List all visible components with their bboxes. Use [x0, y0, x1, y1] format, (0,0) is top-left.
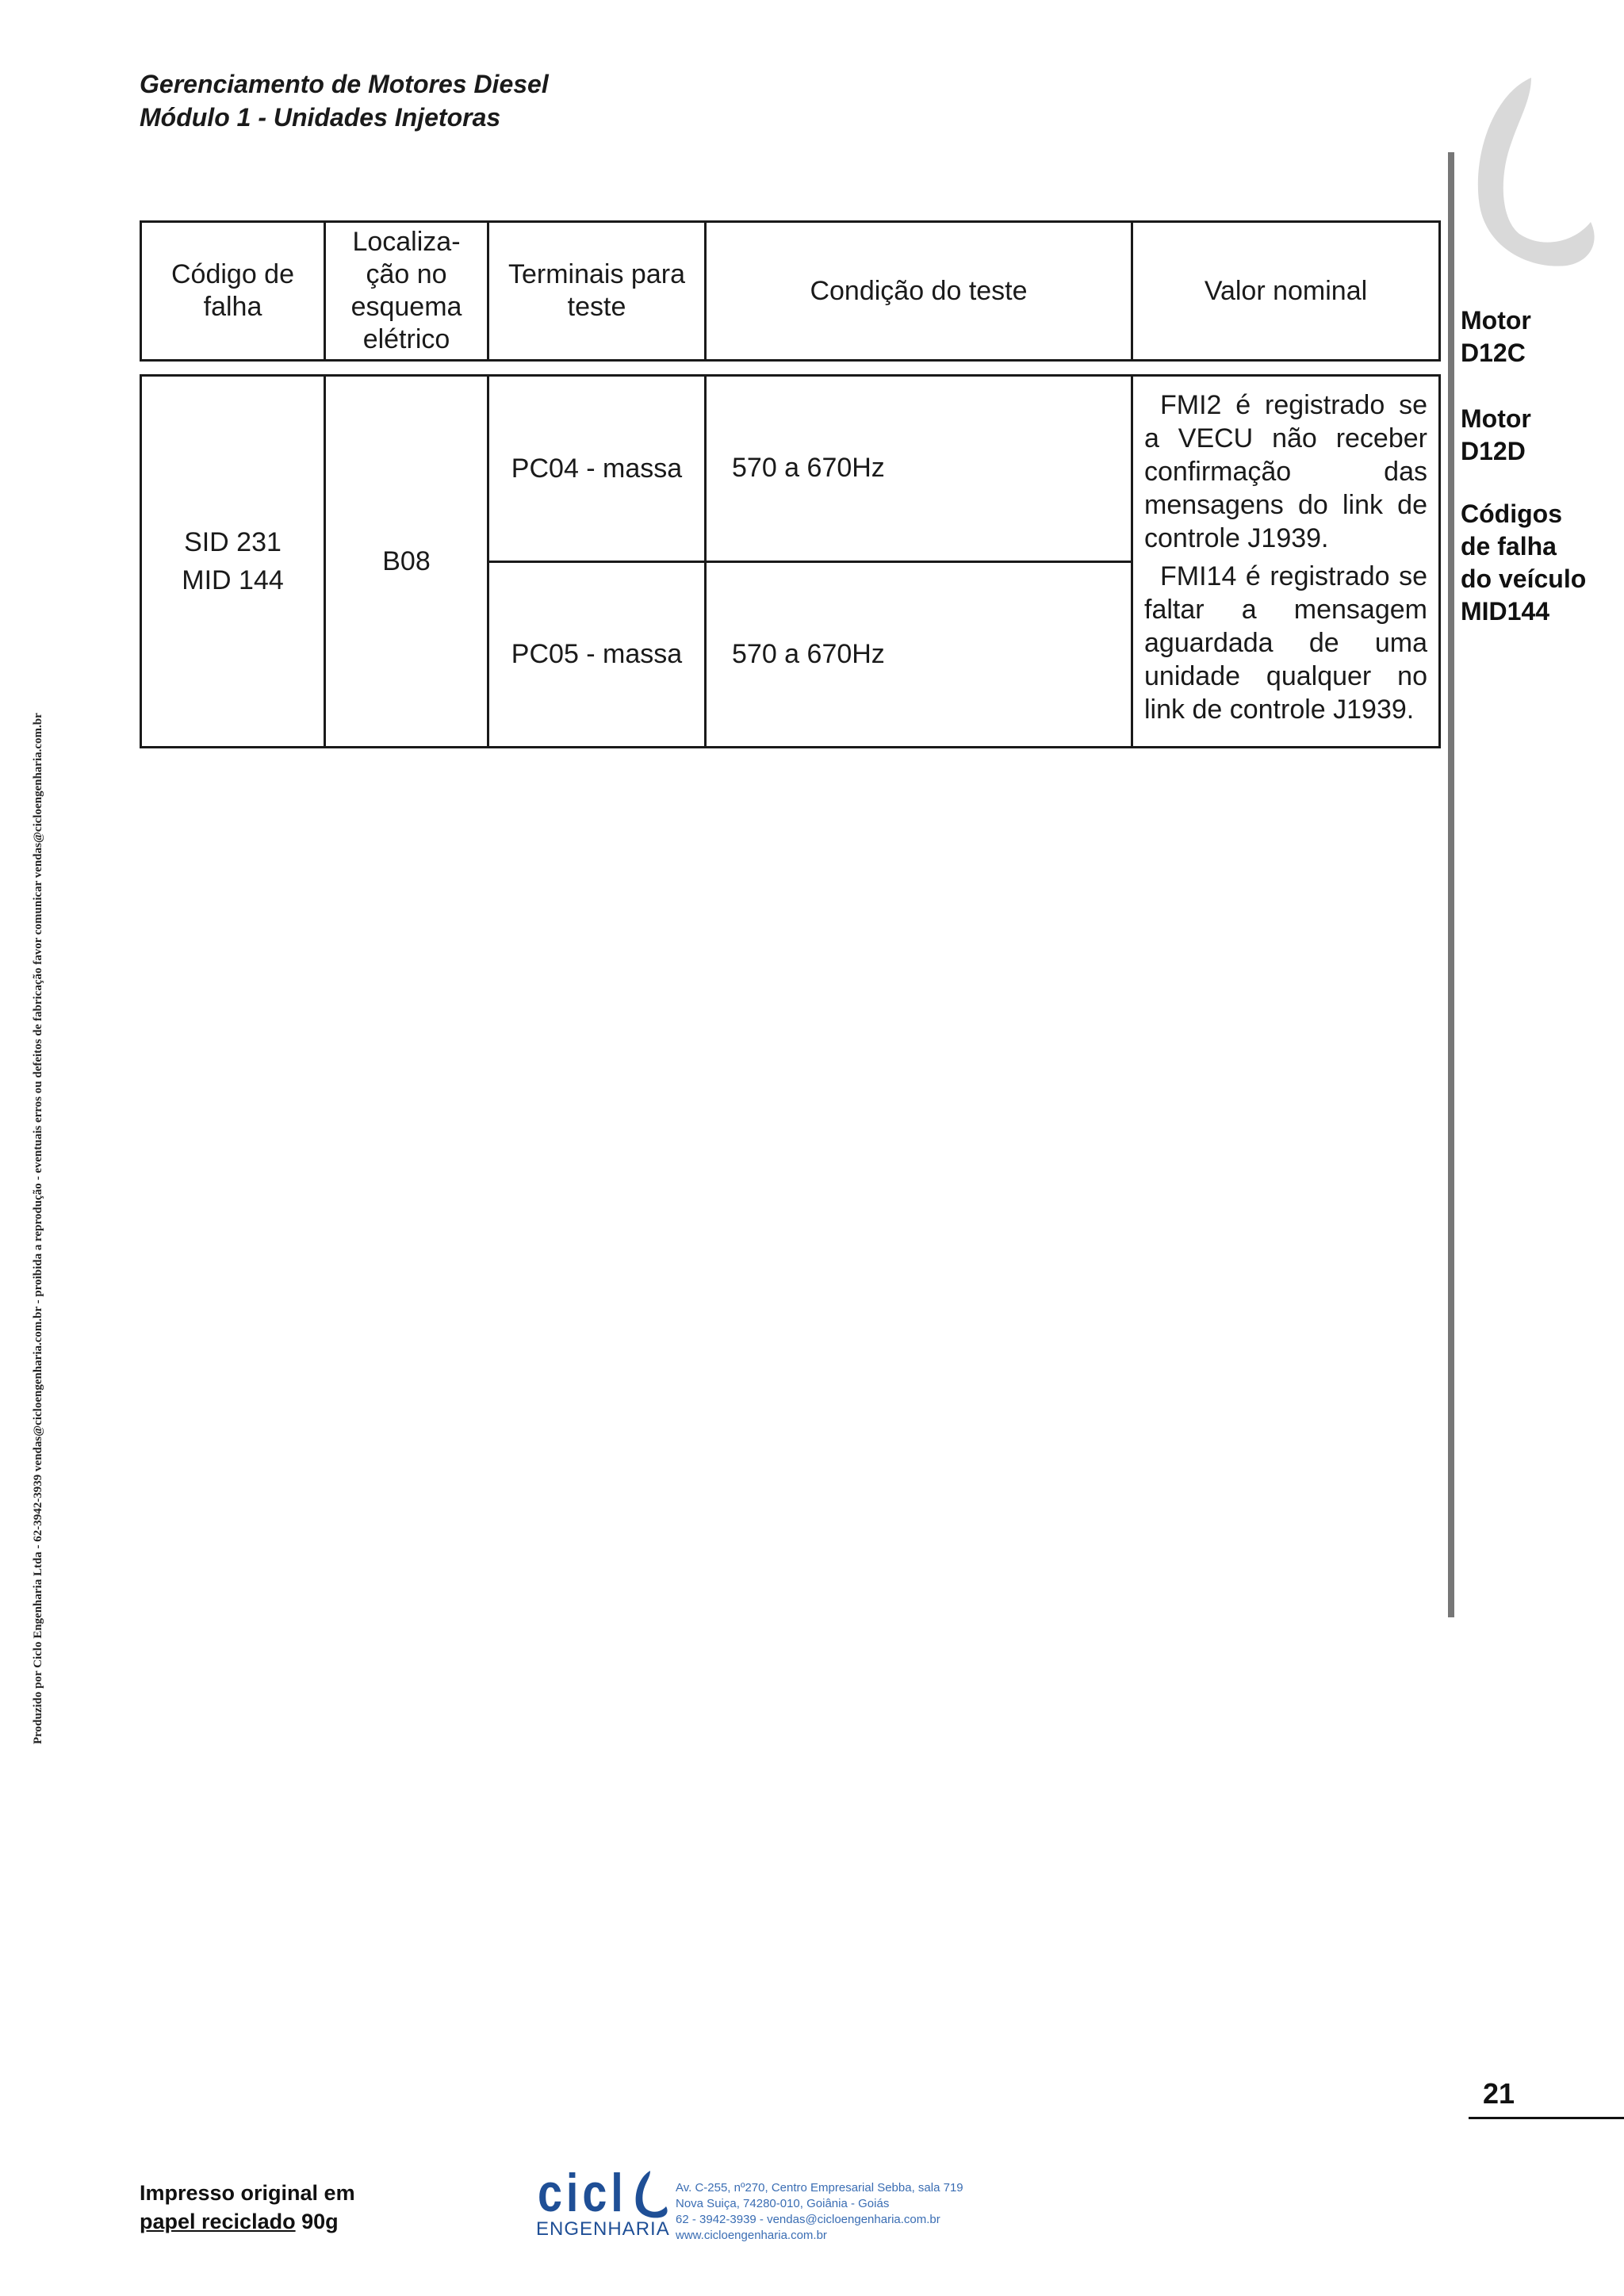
- condition-cell: 570 a 670Hz: [706, 561, 1132, 748]
- margin-engine-d12c: Motor D12C: [1461, 306, 1531, 367]
- header-location: Localiza- ção no esquema elétrico: [325, 222, 488, 361]
- header-condition: Condição do teste: [706, 222, 1132, 361]
- margin-engine-d12d: Motor D12D: [1461, 404, 1531, 465]
- terminals-cell: PC05 - massa: [488, 561, 706, 748]
- table-header: [140, 220, 1441, 362]
- production-side-note: Produzido por Ciclo Engenharia Ltda - 62-3942-3939 vendas@cicloengenharia.com.br - proibida a reprodução - eventuais erros ou defeitos de fabricação favor comunicar vendas@cicloengenharia.com.br: [32, 713, 44, 1744]
- terminals-cell: PC04 - massa: [488, 376, 706, 562]
- margin-fault-codes: Códigos de falha do veículo MID144: [1461, 499, 1587, 626]
- brand-logo: [536, 2163, 671, 2240]
- swirl-logo-icon: [1456, 71, 1599, 277]
- brand-wordmark: cicl: [538, 2163, 627, 2223]
- header-subtitle: Módulo 1 - Unidades Injetoras: [140, 103, 501, 132]
- table-body: [140, 374, 1441, 748]
- nominal-value-cell: FMI2 é registrado se a VECU não receber confirmação das mensagens do link de controle J1939. FMI14 é registrado se faltar a mensagem aguardada de uma unidade qualquer no link de controle J1939.: [1132, 376, 1440, 748]
- swirl-brand-icon: [630, 2169, 669, 2220]
- brand-subtitle: ENGENHARIA: [536, 2218, 670, 2240]
- condition-cell: 570 a 670Hz: [706, 376, 1132, 562]
- header-terminals: Terminais para teste: [488, 222, 706, 361]
- header-nominal: Valor nominal: [1132, 222, 1440, 361]
- table-row: [141, 376, 1440, 562]
- print-note: Impresso original em papel reciclado 90g: [140, 2181, 355, 2233]
- margin-bar: [1448, 152, 1454, 1617]
- page-number-rule: [1469, 2117, 1624, 2119]
- company-address: Av. C-255, nº270, Centro Empresarial Sebba, sala 719 Nova Suiça, 74280-010, Goiânia - Goiás 62 - 3942-3939 - vendas@cicloengenharia.com.br www.cicloengenharia.com.br: [676, 2181, 963, 2242]
- fault-code-cell: SID 231 MID 144: [141, 376, 325, 748]
- header-title: Gerenciamento de Motores Diesel: [140, 70, 549, 98]
- header-fault-code: Código de falha: [141, 222, 325, 361]
- location-cell: B08: [325, 376, 488, 748]
- page-number: 21: [1483, 2077, 1515, 2110]
